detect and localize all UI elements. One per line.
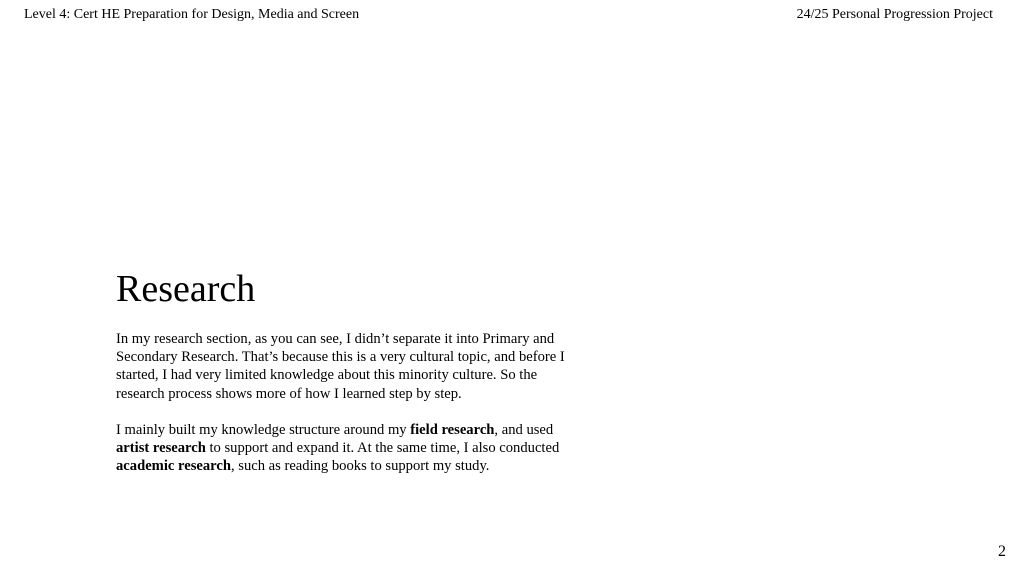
- intro-paragraph: In my research section, as you can see, I didn’t separate it into Primary and Secondary Research. That’s because this is a very cultural topic, and before I started, I had very limited knowledge about this minority culture. So the research process shows more of how I learned step by step.: [116, 331, 565, 402]
- slide-title: Research: [116, 268, 256, 310]
- methods-text-4: , such as reading books to support my study.: [230, 458, 490, 475]
- academic-research-emphasis: academic research: [116, 458, 231, 475]
- methods-text-1: I mainly built my knowledge structure around my: [116, 421, 411, 438]
- page-number: 2: [998, 543, 1006, 560]
- artist-research-emphasis: artist research: [116, 440, 206, 457]
- field-research-emphasis: field research: [410, 421, 495, 438]
- slide-content: [116, 266, 586, 475]
- methods-text-3: to support and expand it. At the same time, I also conducted: [205, 440, 560, 457]
- methods-paragraph: [116, 421, 586, 476]
- methods-text-2: , and used: [494, 421, 554, 438]
- course-title: Level 4: Cert HE Preparation for Design, Media and Screen: [24, 7, 360, 22]
- project-title: 24/25 Personal Progression Project: [796, 7, 993, 22]
